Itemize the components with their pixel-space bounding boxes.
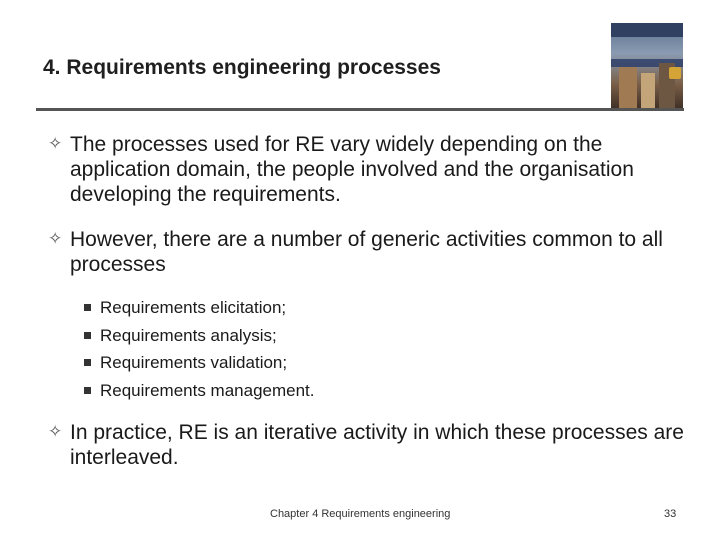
page-number: 33 [664, 508, 677, 520]
diamond-star-icon: ✧ [48, 229, 63, 249]
square-bullet-icon [84, 359, 91, 366]
diamond-star-icon: ✧ [48, 422, 63, 442]
book-cover-image [611, 23, 683, 110]
bullet-list [48, 132, 698, 470]
sub-bullet-item: Requirements management. [48, 377, 698, 405]
sub-bullet-item: Requirements elicitation; [48, 294, 698, 322]
bullet-item [48, 132, 698, 207]
square-bullet-icon [84, 387, 91, 394]
sub-bullet-item: Requirements analysis; [48, 322, 698, 350]
title-divider [36, 108, 684, 111]
bullet-text: However, there are a number of generic activities common to all processes [70, 228, 663, 276]
sub-bullet-list [48, 294, 698, 404]
square-bullet-icon [84, 304, 91, 311]
square-bullet-icon [84, 332, 91, 339]
bullet-item [48, 227, 698, 277]
footer-chapter-text: Chapter 4 Requirements engineering [270, 508, 451, 520]
bullet-item [48, 420, 698, 470]
sub-bullet-item: Requirements validation; [48, 349, 698, 377]
slide-title: 4. Requirements engineering processes [43, 56, 441, 79]
bullet-text: The processes used for RE vary widely depending on the application domain, the people involved and the organisation developing the requirements. [70, 133, 634, 206]
diamond-star-icon: ✧ [48, 134, 63, 154]
bullet-text: In practice, RE is an iterative activity in which these processes are interleaved. [70, 421, 684, 469]
